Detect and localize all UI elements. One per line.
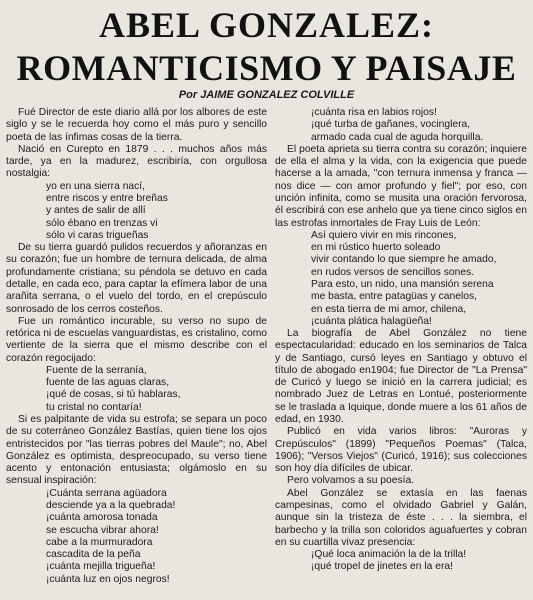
verse-line: en rudos versos de sencillos sones. — [311, 266, 475, 278]
verse-line: cascadita de la peña — [46, 549, 141, 561]
paragraph-3: De su tierra guardó pulidos recuerdos y añoranzas en su corazón; fue un hombre de ternura delicada, de alma profundamente cristiana; su péndola se detuvo en cada detalle, en cada eco, para captar la efímera labor de una arañita serrana, o el vuelo del tordo, en el crepúsculo sonrosado de los cerros costeños. — [6, 242, 267, 315]
verse-line: ¡qué tropel de jinetes en la era! — [311, 561, 453, 573]
paragraph-4: Fue un romántico incurable, su verso no supo de retórica ni de escuelas vanguardistas, es cristalino, como vertiente de la sierra que el mismo describe con el corazón regocijado: — [6, 315, 267, 364]
left-column — [6, 107, 267, 586]
paragraph-1: Fué Director de este diario allá por los albores de este siglo y se le recuerda hoy como el más puro y sencillo poeta de las ínfimas cosas de la tierra. — [6, 107, 267, 143]
verse-block-2 — [6, 365, 267, 414]
right-column — [275, 107, 527, 574]
paragraph-9: Pero volvamos a su poesía. — [287, 475, 415, 487]
byline: Por JAIME GONZALEZ COLVILLE — [178, 89, 355, 101]
verse-line: ¡cuánta mejilla trigueña! — [46, 561, 156, 573]
verse-line: en esta tierra de mi amor, chilena, — [311, 303, 467, 315]
verse-line: yo en una sierra nací, — [46, 180, 146, 192]
verse-line: ¡cuánta risa en labios rojos! — [311, 107, 437, 118]
paragraph-10: Abel González se extasía en las faenas campesinas, como el olvidado Gabriel y Galán, aunque sin la tristeza de éste . . . la siembra, el barbecho y la trilla son coloridos aguafuertes y cobran en su cuartilla vivaz presencia: — [275, 487, 527, 548]
verse-block-3 — [6, 488, 267, 586]
verse-line: se escucha vibrar ahora! — [46, 524, 159, 536]
headline-line-2: ROMANTICISMO Y PAISAJE — [16, 48, 517, 88]
verse-line: entre riscos y entre breñas — [46, 192, 168, 204]
verse-line: fuente de las aguas claras, — [46, 377, 170, 389]
verse-line: ¡cuánta luz en ojos negros! — [46, 573, 170, 585]
verse-line: armado cada cual de aguda horquilla. — [311, 131, 484, 143]
verse-line: cabe a la murmuradora — [46, 536, 153, 548]
headline-line-1: ABEL GONZALEZ: — [98, 5, 435, 45]
verse-line: desciende ya a la quebrada! — [46, 500, 176, 511]
paragraph-8: Publicó en vida varios libros: "Auroras y Crepúsculos" (1899) "Pequeños Poemas" (Talca, 1906); "Versos Viejos" (Curicó, 1916); sus colecciones son hoy día difíciles de ubicar. — [275, 426, 527, 475]
paragraph-7: La biografía de Abel González no tiene espectacularidad: educado en los seminarios de Talca y de Santiago, cursó leyes en Santiago y obtuvo el título de abogado en1904; fue Director de "La Prensa" de Curicó y luego se inició en la carrera judicial; es nombrado Juez de Letras en Lontué, posteriormente se le traslada a Iquique, donde muere a los 61 años de edad, en 1930. — [275, 328, 527, 426]
verse-block-6 — [275, 549, 527, 574]
verse-line: tu cristal no contaría! — [46, 401, 142, 413]
verse-line: ¡Cuánta serrana agüadora — [46, 487, 167, 499]
verse-block-4 — [275, 107, 527, 144]
verse-line: sólo ébano en trenzas vi — [46, 217, 158, 229]
paragraph-5: Si es palpitante de vida su estrofa; se separa un poco de su coterráneo González Bastías, quien tiene los ojos entristecidos por "las tierras pobres del Maule"; no, Abel González es optimista, despreocupado, su verso tiene acento y entonación entusiasta; olgámoslo en su sensual inspiración: — [6, 414, 267, 487]
verse-line: sólo vi caras trigueñas — [46, 229, 149, 241]
verse-line: ¡cuánta plática halagüeña! — [311, 315, 432, 327]
verse-block-1 — [6, 181, 267, 242]
verse-line: ¡cuánta amorosa tonada — [46, 512, 158, 524]
verse-line: me basta, entre patagüas y canelos, — [311, 291, 477, 303]
verse-line: ¡Qué loca animación la de la trilla! — [311, 549, 467, 561]
verse-block-5 — [275, 230, 527, 328]
verse-line: Así quiero vivir en mis rincones, — [311, 229, 457, 241]
paragraph-2: Nació en Curepto en 1879 . . . muchos años más tarde, ya en la madurez, escribiría, con orgullosa nostalgia: — [6, 143, 267, 180]
paragraph-6: El poeta aprieta su tierra contra su corazón; inquiere de ella el alma y la vida, con la exigencia que puede hacerse a la amada, "con ternura inmensa y franca — nos dice — con amor profundo y fiel"; por eso, con unción infinita, como se musita una oración fervorosa, él escribirá con ese anhelo que ya tiene cinco siglos en las estrofas inmortales de Fray Luis de León: — [275, 143, 527, 229]
verse-line: vivir contando lo que siempre he amado, — [311, 254, 497, 266]
verse-line: ¡qué de cosas, si tú hablaras, — [46, 389, 181, 401]
verse-line: Para esto, un nido, una mansión serena — [311, 278, 494, 290]
verse-line: y antes de salir de allí — [46, 205, 146, 217]
verse-line: en mi rústico huerto soleado — [311, 242, 441, 254]
verse-line: Fuente de la serranía, — [46, 364, 147, 376]
verse-line: ¡qué turba de gañanes, vocinglera, — [311, 119, 471, 131]
